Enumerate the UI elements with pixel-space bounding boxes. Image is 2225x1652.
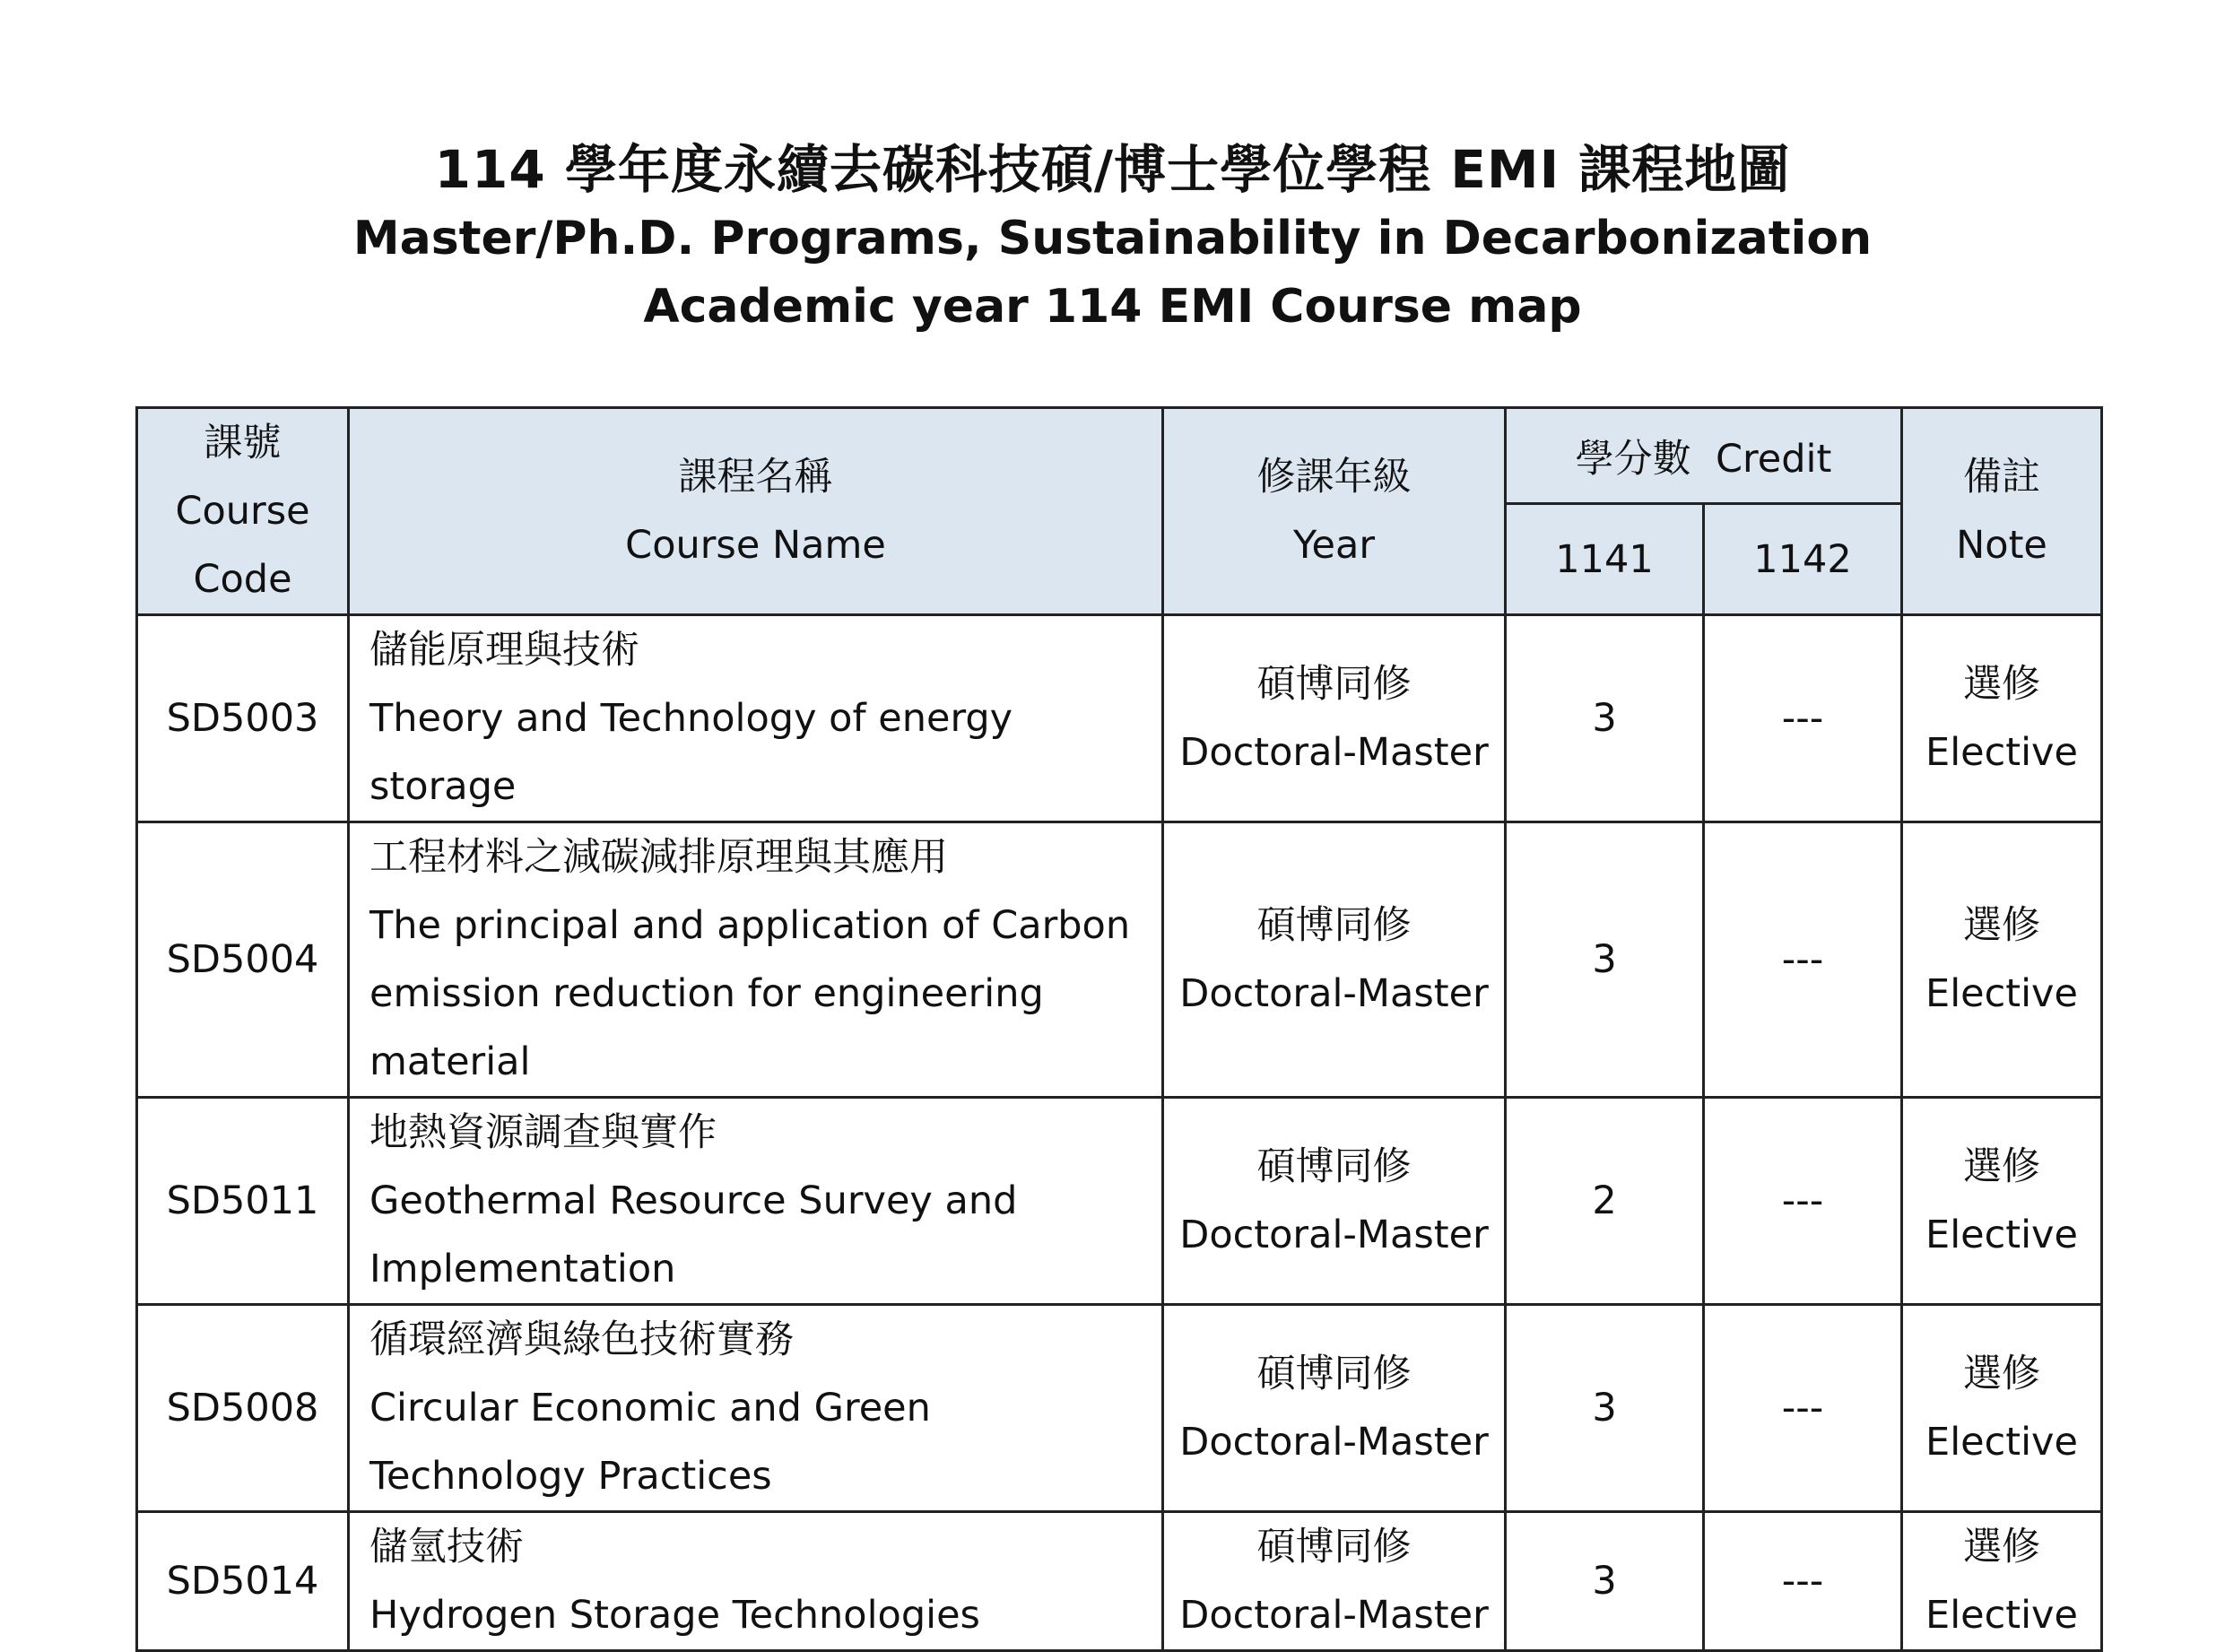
course-name: 工程材料之減碳減排原理與其應用 The principal and application of Carbon emission reduction for engineering material (349, 822, 1163, 1098)
header-note: 備註 Note (1902, 408, 2102, 615)
credit-1142: --- (1704, 1098, 1902, 1305)
table-row (137, 1512, 2102, 1651)
credit-1142: --- (1704, 1305, 1902, 1512)
course-year: 碩博同修 Doctoral-Master (1163, 822, 1506, 1098)
table-body (137, 615, 2102, 1651)
credit-1142: --- (1704, 615, 1902, 822)
credit-1141: 3 (1506, 1305, 1704, 1512)
header-semester-1142: 1142 (1704, 504, 1902, 615)
table-row (137, 1098, 2102, 1305)
table-row (137, 615, 2102, 822)
table-row (137, 822, 2102, 1098)
course-name: 地熱資源調查與實作 Geothermal Resource Survey and Implementation (349, 1098, 1163, 1305)
page-title-en: Master/Ph.D. Programs, Sustainability in Decarbonization (352, 212, 1873, 265)
course-note: 選修 Elective (1902, 822, 2102, 1098)
course-note: 選修 Elective (1902, 615, 2102, 822)
course-year: 碩博同修 Doctoral-Master (1163, 1098, 1506, 1305)
page-title-zh: 114 學年度永續去碳科技碩/博士學位學程 EMI 課程地圖 (434, 139, 1791, 200)
course-name: 儲能原理與技術 Theory and Technology of energy storage (349, 615, 1163, 822)
course-code: SD5008 (137, 1305, 349, 1512)
table-row (137, 1305, 2102, 1512)
page-subtitle: Academic year 114 EMI Course map (643, 280, 1582, 334)
course-note: 選修 Elective (1902, 1098, 2102, 1305)
credit-1141: 2 (1506, 1098, 1704, 1305)
header-course-code: 課號 Course Code (137, 408, 349, 615)
course-code: SD5014 (137, 1512, 349, 1651)
table-header (137, 408, 2102, 615)
course-note: 選修 Elective (1902, 1305, 2102, 1512)
header-year: 修課年級 Year (1163, 408, 1506, 615)
course-note: 選修 Elective (1902, 1512, 2102, 1651)
credit-1142: --- (1704, 822, 1902, 1098)
credit-1141: 3 (1506, 615, 1704, 822)
course-name: 儲氫技術 Hydrogen Storage Technologies (349, 1512, 1163, 1651)
page-title-block (0, 135, 2225, 341)
course-year: 碩博同修 Doctoral-Master (1163, 615, 1506, 822)
course-year: 碩博同修 Doctoral-Master (1163, 1305, 1506, 1512)
credit-1141: 3 (1506, 1512, 1704, 1651)
header-course-name: 課程名稱 Course Name (349, 408, 1163, 615)
course-table (135, 406, 2103, 1652)
course-code: SD5011 (137, 1098, 349, 1305)
credit-1142: --- (1704, 1512, 1902, 1651)
header-credit: 學分數 Credit (1506, 408, 1902, 504)
course-year: 碩博同修 Doctoral-Master (1163, 1512, 1506, 1651)
course-code: SD5004 (137, 822, 349, 1098)
course-name: 循環經濟與綠色技術實務 Circular Economic and Green Technology Practices (349, 1305, 1163, 1512)
course-code: SD5003 (137, 615, 349, 822)
credit-1141: 3 (1506, 822, 1704, 1098)
header-semester-1141: 1141 (1506, 504, 1704, 615)
